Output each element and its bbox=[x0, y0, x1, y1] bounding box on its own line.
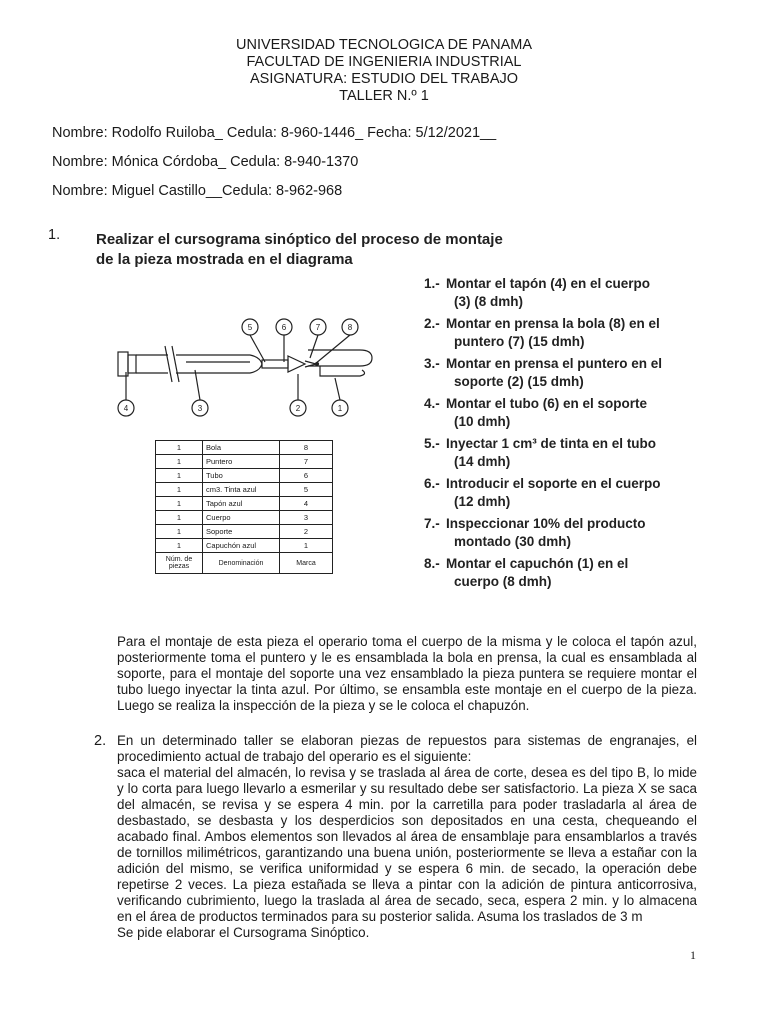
student-list bbox=[52, 125, 496, 212]
header-mark: Marca bbox=[280, 553, 333, 574]
callout-label: 7 bbox=[315, 323, 321, 332]
question-2-intro: En un determinado taller se elaboran piezas de repuestos para sistemas de engranajes, el procedimiento actual de trabajo del operario es el siguiente: bbox=[117, 733, 697, 764]
part-quantity: 1 bbox=[156, 455, 203, 469]
pen-assembly-diagram bbox=[110, 312, 380, 422]
assembly-step: 2.- Montar en prensa la bola (8) en el puntero (7) (15 dmh) bbox=[424, 316, 660, 349]
figure-title-line-2: de la pieza mostrada en el diagrama bbox=[96, 251, 353, 268]
part-quantity: 1 bbox=[156, 525, 203, 539]
part-quantity: 1 bbox=[156, 497, 203, 511]
part-mark: 8 bbox=[280, 441, 333, 455]
figure-title bbox=[96, 230, 503, 270]
part-quantity: 1 bbox=[156, 539, 203, 553]
callout-label: 8 bbox=[347, 323, 353, 332]
parts-table-row bbox=[156, 497, 333, 511]
parts-table-row bbox=[156, 511, 333, 525]
callout-label: 1 bbox=[337, 404, 343, 413]
part-name: Cuerpo bbox=[203, 511, 280, 525]
question-1-description: Para el montaje de esta pieza el operario toma el cuerpo de la misma y le coloca el tapón azul, posteriormente toma el puntero y le es ensamblada la bola en prensa, la cual es ensamblada al soporte, para el montaje del soporte una vez ensamblado la pieza puntera se requiere montar el tubo luego inyectar la tinta azul. Por último, se ensambla este montaje en el cuerpo de la pieza. Luego se realiza la inspección de la pieza y se le coloca el chapuzón. bbox=[117, 634, 697, 713]
part-quantity: 1 bbox=[156, 511, 203, 525]
page-number: 1 bbox=[690, 948, 696, 962]
course-name: ASIGNATURA: ESTUDIO DEL TRABAJO bbox=[249, 71, 519, 87]
parts-table bbox=[155, 440, 333, 574]
part-name: Tapón azul bbox=[203, 497, 280, 511]
assembly-step: 3.- Montar en prensa el puntero en el soporte (2) (15 dmh) bbox=[424, 356, 663, 389]
parts-table-row bbox=[156, 483, 333, 497]
callout-label: 4 bbox=[123, 404, 129, 413]
part-quantity: 1 bbox=[156, 469, 203, 483]
parts-table-row bbox=[156, 441, 333, 455]
part-mark: 6 bbox=[280, 469, 333, 483]
part-name: Puntero bbox=[203, 455, 280, 469]
part-name: Tubo bbox=[203, 469, 280, 483]
parts-table-header bbox=[156, 553, 333, 574]
part-quantity: 1 bbox=[156, 483, 203, 497]
assembly-steps bbox=[424, 275, 662, 595]
document-header bbox=[0, 37, 768, 105]
university-name: UNIVERSIDAD TECNOLOGICA DE PANAMA bbox=[236, 37, 532, 53]
assembly-step: 1.- Montar el tapón (4) en el cuerpo (3) (8 dmh) bbox=[424, 276, 651, 309]
question-2-description bbox=[117, 733, 697, 941]
parts-table-row bbox=[156, 539, 333, 553]
question-1-number: 1. bbox=[48, 227, 61, 243]
part-mark: 1 bbox=[280, 539, 333, 553]
workshop-title: TALLER N.º 1 bbox=[339, 88, 429, 104]
part-name: Capuchón azul bbox=[203, 539, 280, 553]
assembly-step: 5.- Inyectar 1 cm³ de tinta en el tubo (14 dmh) bbox=[424, 436, 657, 469]
part-mark: 3 bbox=[280, 511, 333, 525]
student-line: Nombre: Mónica Córdoba_ Cedula: 8-940-1370 bbox=[52, 154, 359, 170]
assembly-step: 8.- Montar el capuchón (1) en el cuerpo (8 dmh) bbox=[424, 556, 629, 589]
callout-label: 3 bbox=[197, 404, 203, 413]
assembly-step: 7.- Inspeccionar 10% del producto montado (30 dmh) bbox=[424, 516, 646, 549]
assembly-step: 4.- Montar el tubo (6) en el soporte (10 dmh) bbox=[424, 396, 648, 429]
part-name: Bola bbox=[203, 441, 280, 455]
question-2-procedure: saca el material del almacén, lo revisa y se traslada al área de corte, desea es del tipo B, lo mide y lo corta para luego llevarlo a esmerilar y su resultado debe ser satisfactorio. La pieza X se saca del almacén, se revisa y se espera 4 min. por la carretilla para poder trasladarla al área de desbastado, se desbasta y los desperdicios son depositados en una cesta, chequeando el acabado final. Ambos elementos son llevados al área de ensamblaje para ensamblarlos a través de tornillos milimétricos, garantizando una buena unión, posteriormente se lleva a estañar con la adición del mismo, se verifica uniformidad y se espera 6 min. de secado, la operación debe repetirse 2 veces. La pieza estañada se lleva a pintar con la adición de pintura anticorrosiva, verificando cubrimiento, luego la traslada al área de secado, seca, espera 2 min. y lo almacena en el área de productos terminados para su posterior salida. Asuma los traslados de 3 m bbox=[117, 765, 697, 924]
part-quantity: 1 bbox=[156, 441, 203, 455]
part-name: cm3. Tinta azul bbox=[203, 483, 280, 497]
parts-table-row bbox=[156, 525, 333, 539]
part-mark: 4 bbox=[280, 497, 333, 511]
callout-label: 6 bbox=[281, 323, 287, 332]
part-mark: 7 bbox=[280, 455, 333, 469]
question-2-request: Se pide elaborar el Cursograma Sinóptico. bbox=[117, 925, 370, 940]
header-denomination: Denominación bbox=[203, 553, 280, 574]
assembly-step: 6.- Introducir el soporte en el cuerpo (12 dmh) bbox=[424, 476, 661, 509]
faculty-name: FACULTAD DE INGENIERIA INDUSTRIAL bbox=[246, 54, 522, 70]
parts-table-row bbox=[156, 469, 333, 483]
callout-label: 2 bbox=[295, 404, 301, 413]
student-line: Nombre: Miguel Castillo__Cedula: 8-962-968 bbox=[52, 183, 343, 199]
question-2-number: 2. bbox=[94, 733, 107, 749]
parts-table-row bbox=[156, 455, 333, 469]
header-quantity: Núm. de piezas bbox=[156, 553, 203, 574]
part-mark: 2 bbox=[280, 525, 333, 539]
callout-label: 5 bbox=[247, 323, 253, 332]
part-mark: 5 bbox=[280, 483, 333, 497]
figure-title-line-1: Realizar el cursograma sinóptico del proceso de montaje bbox=[96, 231, 503, 248]
part-name: Soporte bbox=[203, 525, 280, 539]
student-line: Nombre: Rodolfo Ruiloba_ Cedula: 8-960-1446_ Fecha: 5/12/2021__ bbox=[52, 125, 497, 141]
